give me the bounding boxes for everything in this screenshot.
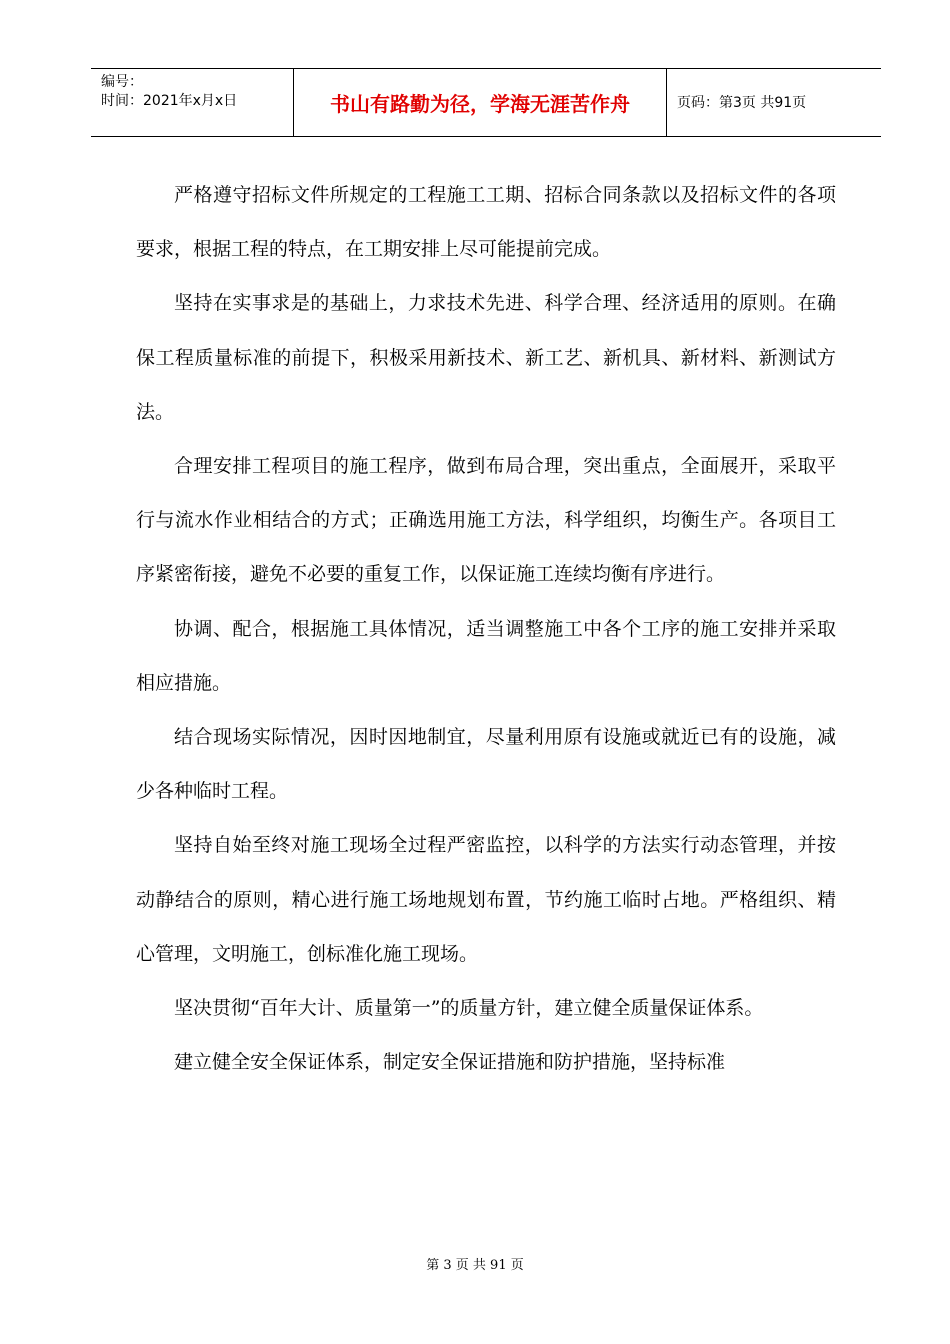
motto-text: 书山有路勤为径，学海无涯苦作舟 [330, 92, 630, 116]
body-paragraph: 协调、配合，根据施工具体情况，适当调整施工中各个工序的施工安排并采取相应措施。 [136, 617, 836, 694]
date-label: 时间：2021年x月x日 [101, 93, 238, 109]
serial-number-label: 编号： [101, 74, 143, 90]
body-paragraph: 结合现场实际情况，因时因地制宜，尽量利用原有设施或就近已有的设施，减少各种临时工程。 [136, 726, 836, 803]
body-paragraph: 建立健全安全保证体系，制定安全保证措施和防护措施，坚持标准 [174, 1051, 726, 1074]
header-meta-cell [91, 69, 293, 136]
header-motto-cell [293, 69, 667, 136]
body-paragraph: 坚持自始至终对施工现场全过程严密监控，以科学的方法实行动态管理，并按动静结合的原则，精心进行施工场地规划布置，节约施工临时占地。严格组织、精心管理，文明施工，创标准化施工现场。 [136, 834, 836, 965]
header-page-cell [667, 69, 881, 136]
page-footer: 第 3 页 共 91 页 [426, 1258, 524, 1273]
body-paragraph: 坚持在实事求是的基础上，力求技术先进、科学合理、经济适用的原则。在确保工程质量标准的前提下，积极采用新技术、新工艺、新机具、新材料、新测试方法。 [136, 292, 836, 423]
body-paragraph: 合理安排工程项目的施工程序，做到布局合理，突出重点，全面展开，采取平行与流水作业相结合的方式；正确选用施工方法，科学组织，均衡生产。各项目工序紧密衔接，避免不必要的重复工作，以保证施工连续均衡有序进行。 [136, 455, 836, 586]
header-page-info: 页码：第3页 共91页 [677, 95, 807, 111]
body-paragraph: 坚决贯彻“百年大计、质量第一”的质量方针，建立健全质量保证体系。 [174, 997, 764, 1020]
document-body [136, 168, 836, 1089]
document-header [91, 68, 881, 137]
body-paragraph: 严格遵守招标文件所规定的工程施工工期、招标合同条款以及招标文件的各项要求，根据工程的特点，在工期安排上尽可能提前完成。 [136, 184, 836, 261]
